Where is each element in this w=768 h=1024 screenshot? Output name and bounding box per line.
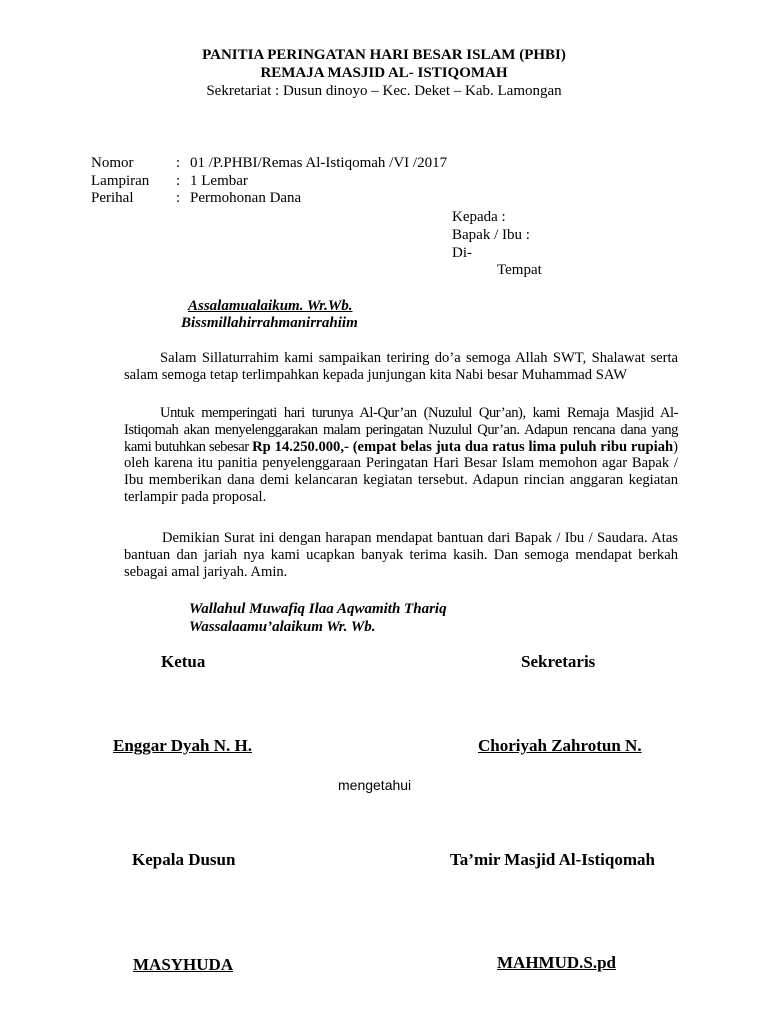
body-paragraph-1 <box>124 350 678 384</box>
body-paragraph-2-text-a: Untuk memperingati hari turunya Al-Qur’an (Nuzulul Qur’an), kami Remaja Masjid Al-Istiqomah akan menyelenggarakan malam peringatan Nuzulul Qur’an. Adapun rencana dana yang kami butuhkan sebesar <box>124 405 678 455</box>
meta-value-lampiran: 1 Lembar <box>190 173 248 189</box>
signature-kepala-dusun-name: MASYHUDA <box>133 955 234 974</box>
signature-kepala-dusun-role: Kepala Dusun <box>132 850 236 869</box>
closing-line-2: Wassalaamu’alaikum Wr. Wb. <box>189 619 376 635</box>
meta-sep: : <box>176 173 181 189</box>
letterhead-org: REMAJA MASJID AL- ISTIQOMAH <box>260 65 508 81</box>
signature-sekretaris-role: Sekretaris <box>521 652 596 671</box>
meta-label-nomor: Nomor <box>91 155 134 171</box>
meta-sep: : <box>176 155 181 171</box>
recipient-tempat: Tempat <box>497 262 542 278</box>
body-paragraph-1-text: Salam Sillaturrahim kami sampaikan teriring do’a semoga Allah SWT, Shalawat serta salam semoga tetap terlimpahkan kepada junjungan kita Nabi besar Muhammad SAW <box>124 350 678 383</box>
letterhead-title: PANITIA PERINGATAN HARI BESAR ISLAM (PHBI) <box>202 47 566 63</box>
signature-tamir-role: Ta’mir Masjid Al-Istiqomah <box>450 850 655 869</box>
meta-sep: : <box>176 190 181 206</box>
recipient-kepada: Kepada : <box>452 209 506 225</box>
body-paragraph-3-text: Demikian Surat ini dengan harapan mendapat bantuan dari Bapak / Ibu / Saudara. Atas bantuan dan jariah nya kami ucapkan banyak terima kasih. Dan semoga mendapat berkah sebagai amal jariyah. Amin. <box>124 530 678 580</box>
body-paragraph-2-text-b: ) oleh karena itu panitia penyelenggaraan Peringatan Hari Besar Islam memohon agar Bapak / Ibu memberikan dana demi kelancaran kegiatan tersebut. Adapun rincian anggaran kegiatan terlampir pada proposal. <box>124 438 678 505</box>
meta-label-perihal: Perihal <box>91 190 134 206</box>
meta-value-perihal: Permohonan Dana <box>190 190 302 206</box>
closing-line-1: Wallahul Muwafiq Ilaa Aqwamith Thariq <box>189 601 447 617</box>
signature-ketua-name: Enggar Dyah N. H. <box>113 736 253 755</box>
recipient-bapak-ibu: Bapak / Ibu : <box>452 227 530 243</box>
body-paragraph-3 <box>124 530 678 580</box>
signature-tamir-name: MAHMUD.S.pd <box>497 953 617 972</box>
meta-label-lampiran: Lampiran <box>91 173 150 189</box>
body-paragraph-2 <box>124 405 678 506</box>
recipient-di: Di- <box>452 245 472 261</box>
letterhead-address: Sekretariat : Dusun dinoyo – Kec. Deket – Kab. Lamongan <box>206 83 562 99</box>
meta-value-nomor: 01 /P.PHBI/Remas Al-Istiqomah /VI /2017 <box>190 155 448 171</box>
mengetahui-label: mengetahui <box>338 777 412 793</box>
body-amount: Rp 14.250.000,- (empat belas juta dua ratus lima puluh ribu rupiah <box>252 438 674 455</box>
greeting-salam: Assalamualaikum. Wr.Wb. <box>188 298 353 314</box>
signature-ketua-role: Ketua <box>161 652 206 671</box>
signature-sekretaris-name: Choriyah Zahrotun N. <box>478 736 642 755</box>
greeting-bismillah: Bissmillahirrahmanirrahiim <box>181 315 358 331</box>
